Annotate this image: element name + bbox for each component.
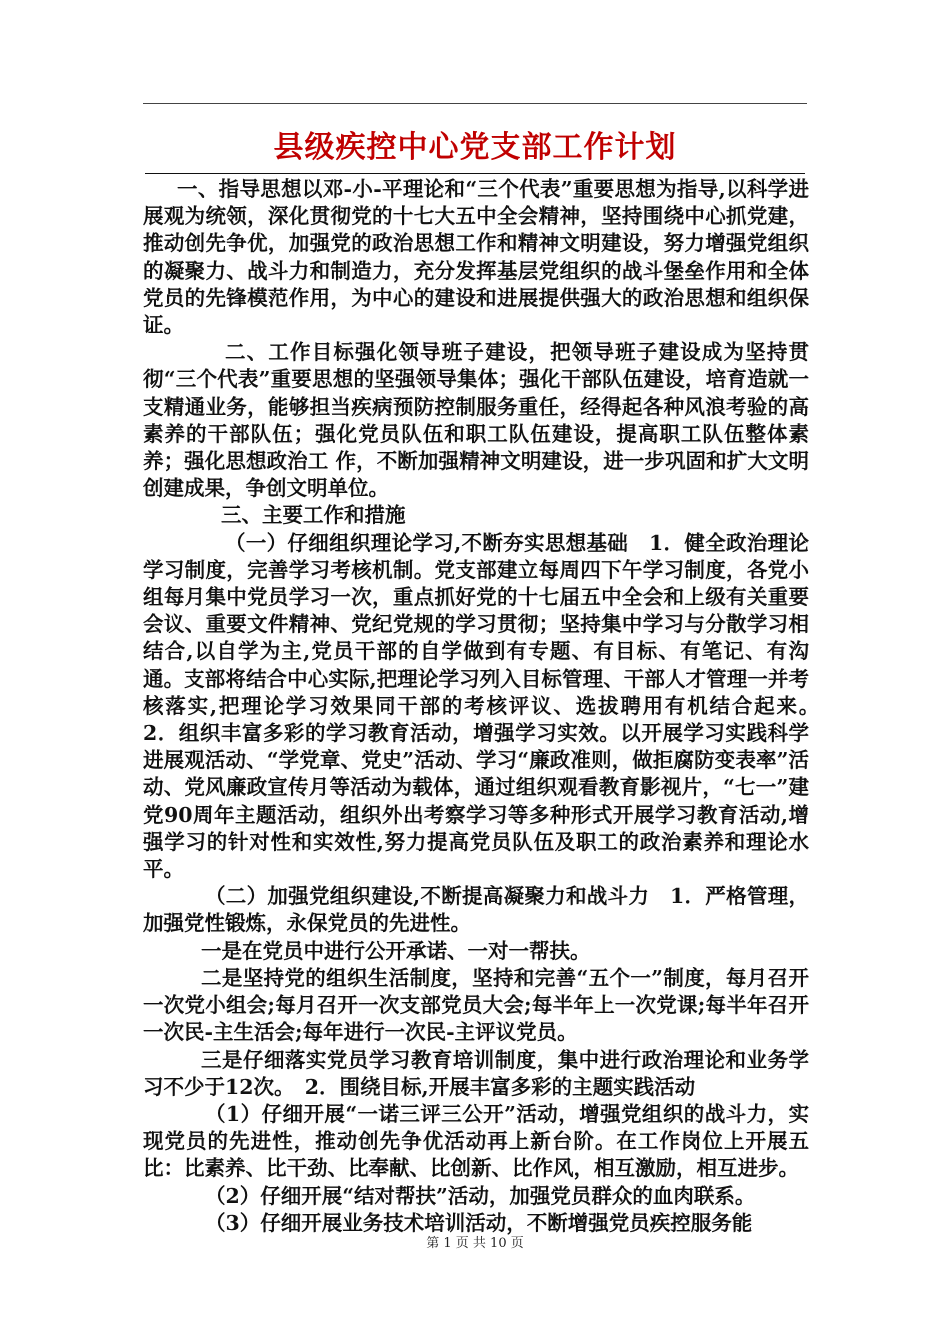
paragraph: 二、工作目标强化领导班子建设，把领导班子建设成为坚持贯彻“三个代表”重要思想的坚强领导集体；强化干部队伍建设，培育造就一支精通业务，能够担当疾病预防控制服务重任，经得起各种风浪考验的高素养的干部队伍；强化党员队伍和职工队伍建设，提高职工队伍整体素养；强化思想政治工 作，不断加强精神文明建设，进一步巩固和扩大文明创建成果，争创文明单位。 bbox=[143, 340, 809, 501]
paragraph: 三、主要工作和措施 bbox=[221, 503, 406, 528]
paragraph: （2）仔细开展“结对帮扶”活动，加强党员群众的血肉联系。 bbox=[205, 1183, 756, 1208]
paragraph: （3）仔细开展业务技术培训活动，不断增强党员疾控服务能 bbox=[205, 1210, 753, 1235]
title-underline bbox=[145, 173, 805, 174]
paragraph: 二是坚持党的组织生活制度，坚持和完善“五个一”制度，每月召开一次党小组会;每月召开一次支部党员大会;每半年上一次党课;每半年召开一次民-主生活会;每年进行一次民-主评议党员。 bbox=[143, 965, 809, 1045]
paragraph: 一是在党员中进行公开承诺、一对一帮扶。 bbox=[201, 938, 591, 963]
document-body bbox=[143, 176, 830, 1237]
document-title: 县级疾控中心党支部工作计划 bbox=[273, 130, 677, 165]
paragraph: 三是仔细落实党员学习教育培训制度，集中进行政治理论和业务学习不少于12次。 2．围绕目标,开展丰富多彩的主题实践活动 bbox=[143, 1047, 809, 1099]
paragraph: （二）加强党组织建设,不断提高凝聚力和战斗力 1．严格管理，加强党性锻炼，永保党员的先进性。 bbox=[143, 884, 809, 936]
paragraph: 一、指导思想以邓-小-平理论和“三个代表”重要思想为指导,以科学进展观为统领，深化贯彻党的十七大五中全会精神，坚持围绕中心抓党建，推动创先争优，加强党的政治思想工作和精神文明建设，努力增强党组织的凝聚力、战斗力和制造力，充分发挥基层党组织的战斗堡垒作用和全体党员的先锋模范作用，为中心的建设和进展提供强大的政治思想和组织保证。 bbox=[143, 177, 809, 338]
paragraph: （1）仔细开展“一诺三评三公开”活动，增强党组织的战斗力，实现党员的先进性，推动创先争优活动再上新台阶。在工作岗位上开展五比：比素养、比干劲、比奉献、比创新、比作风，相互激励，相互进步。 bbox=[143, 1101, 809, 1181]
header-rule bbox=[143, 103, 807, 104]
page-footer: 第 1 页 共 10 页 bbox=[426, 1236, 524, 1251]
paragraph: （一）仔细组织理论学习,不断夯实思想基础 1．健全政治理论学习制度，完善学习考核机制。党支部建立每周四下午学习制度，各党小组每月集中党员学习一次，重点抓好党的十七届五中全会和上级有关重要会议、重要文件精神、党纪党规的学习贯彻；坚持集中学习与分散学习相结合,以自学为主,党员干部的自学做到有专题、有目标、有笔记、有沟通。支部将结合中心实际,把理论学习列入目标管理、干部人才管理一并考核落实,把理论学习效果同干部的考核评议、选拔聘用有机结合起来。 2．组织丰富多彩的学习教育活动，增强学习实效。以开展学习实践科学进展观活动、“学党章、党史”活动、学习“廉政准则，做拒腐防变表率”活动、党风廉政宣传月等活动为载体，通过组织观看教育影视片，“七一”建党90周年主题活动，组织外出考察学习等多种形式开展学习教育活动,增强学习的针对性和实效性,努力提高党员队伍及职工的政治素养和理论水平。 bbox=[143, 530, 830, 882]
